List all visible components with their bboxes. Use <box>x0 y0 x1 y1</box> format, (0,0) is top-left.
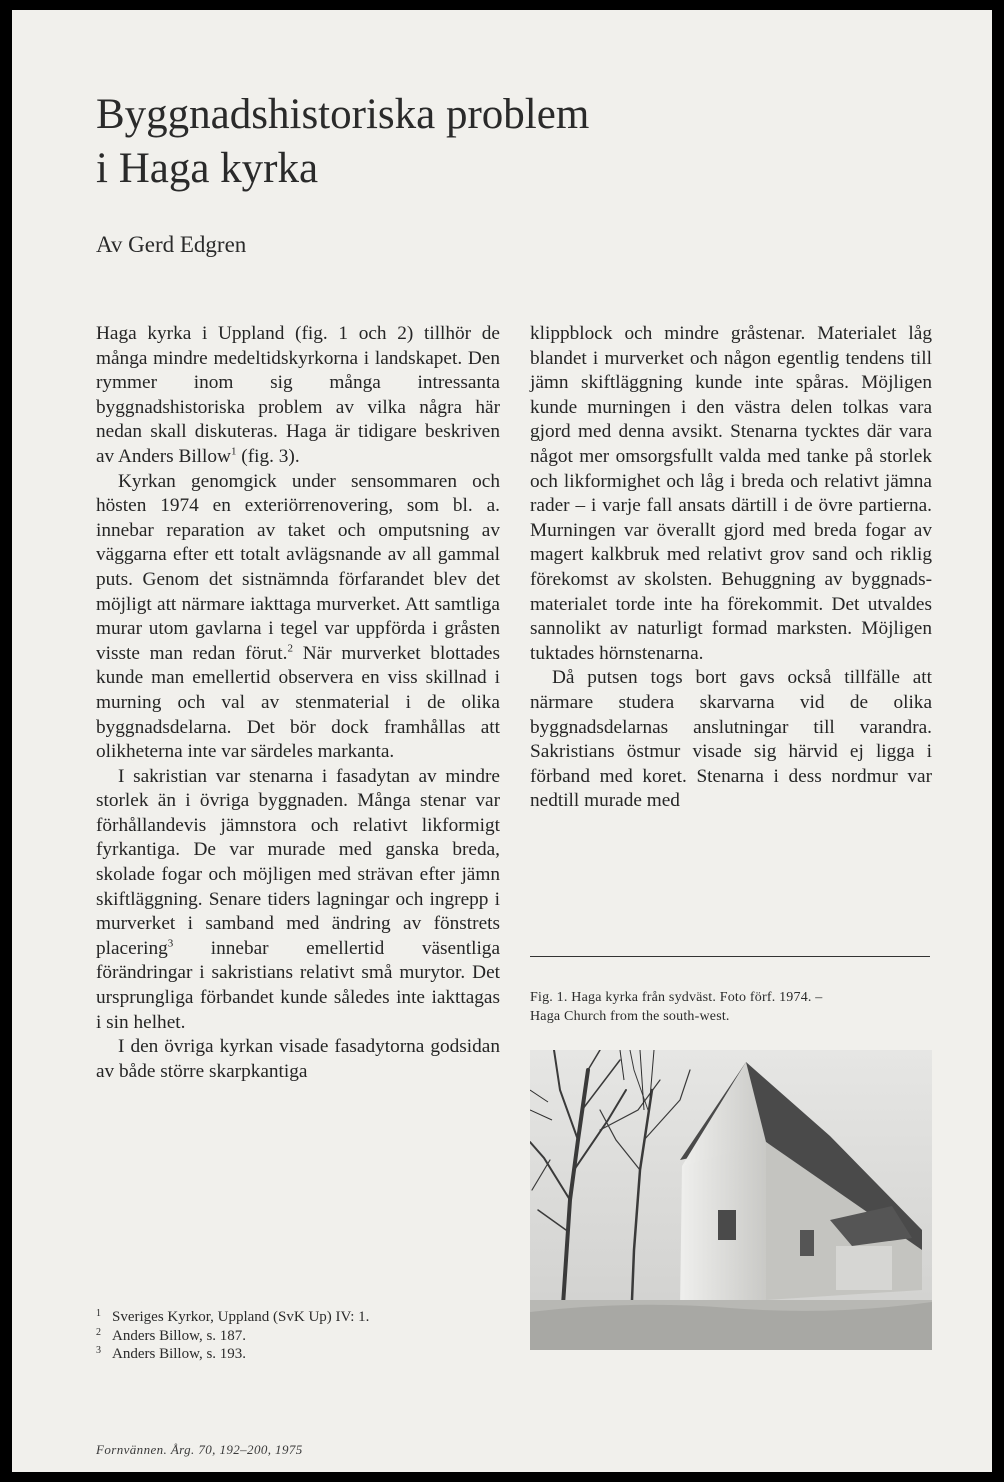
body-column-right <box>530 322 932 814</box>
footnotes <box>96 1308 369 1364</box>
footnote: 1 Sveriges Kyrkor, Uppland (SvK Up) IV: 1. <box>96 1308 370 1325</box>
title-line-2: i Haga kyrka <box>96 145 319 192</box>
footnote-ref: 2 <box>287 642 293 655</box>
church-photo <box>530 1050 932 1350</box>
figure-caption: Fig. 1. Haga kyrka från sydväst. Foto förf. 1974. – Haga Church from the south-west. <box>530 990 823 1024</box>
article-title <box>96 88 589 196</box>
paragraph: I den övriga kyrkan visade fasadytorna godsidan av både större skarpkantiga <box>96 1036 500 1082</box>
paragraph: I sakristian var stenarna i fasadytan av mindre storlek än i övriga byggnaden. Många stenar var förhållandevis jämnstora och relativt likformigt fyrkantiga. De var murade med ganska breda, skolade fogar och möjligen med strävan efter jämn skiftläggning. Senare tiders lagningar och ingrepp i murverket i samband med ändring av fönstrets placering$^3$ innebar emellertid väsentliga förändringar i sakristians relativt små murytor. Det ursprungliga förbandet kunde således inte iakttagas i sin helhet. <box>96 765 500 1033</box>
footnote: 3 Anders Billow, s. 193. <box>96 1345 247 1362</box>
title-line-1: Byggnadshistoriska problem <box>96 91 590 138</box>
author-byline: Av Gerd Edgren <box>96 232 247 257</box>
body-column-left <box>96 322 500 1084</box>
page <box>12 10 992 1472</box>
figure-divider <box>530 956 930 957</box>
paragraph: klippblock och mindre gråstenar. Materialet låg blandet i murverket och någon egentlig tendens till jämn skiftläggning kunde inte spåras. Möjligen kunde murningen i den västra delen tolkas vara gjord med denna avsikt. Stenarna tycktes där vara något mer omsorgsfullt valda med tanke på storlek och likformighet och låg i breda och relativt jämna rader – i varje fall ansats därtill i de övre partierna. Murningen var överallt gjord med breda fogar av magert kalkbruk med relativt grov sand och riklig förekomst av skolsten. Behuggning av byggnadsmaterialet torde inte ha förekommit. Det utvaldes sannolikt av naturligt formad marksten. Möjligen tuktades hörnstenarna. <box>530 323 932 664</box>
paragraph: Kyrkan genomgick under sensommaren och hösten 1974 en exteriörrenovering, som bl. a. innebar reparation av taket och omputsning av väggarna efter ett totalt avlägsnande av all gammal puts. Genom det sistnämnda förfarandet blev det möjligt att närmare iakttaga murverket. Att samtliga murar utom gavlarna i tegel var uppförda i gråsten visste man redan förut.$^2$ När murverket blottades kunde man emellertid observera en viss skillnad i murning och val av stenmaterial i de olika byggnadsdelarna. Det bör dock framhållas att olikheterna inte var särdeles markanta. <box>96 470 500 763</box>
footnote-ref: 1 <box>230 445 237 458</box>
footnote-ref: 3 <box>167 937 174 950</box>
footnote: 2 Anders Billow, s. 187. <box>96 1326 247 1344</box>
paragraph: Då putsen togs bort gavs också tillfälle att närmare studera skarvarna vid de olika byggnadsdelarnas anslutningar till varandra. Sakristians östmur visade sig härvid ej ligga i förband med koret. Stenarna i dess nordmur var nedtill murade med <box>530 667 932 812</box>
journal-reference: Fornvännen. Årg. 70, 192–200, 1975 <box>96 1442 303 1457</box>
paragraph: Haga kyrka i Uppland (fig. 1 och 2) tillhör de många mindre medeltidskyrkorna i landskapet. Den rymmer inom sig många intressanta byggnadshistoriska problem av vilka några här nedan skall diskuteras. Haga är tidigare beskriven av Anders Billow$^1$ (fig. 3). <box>96 323 500 467</box>
